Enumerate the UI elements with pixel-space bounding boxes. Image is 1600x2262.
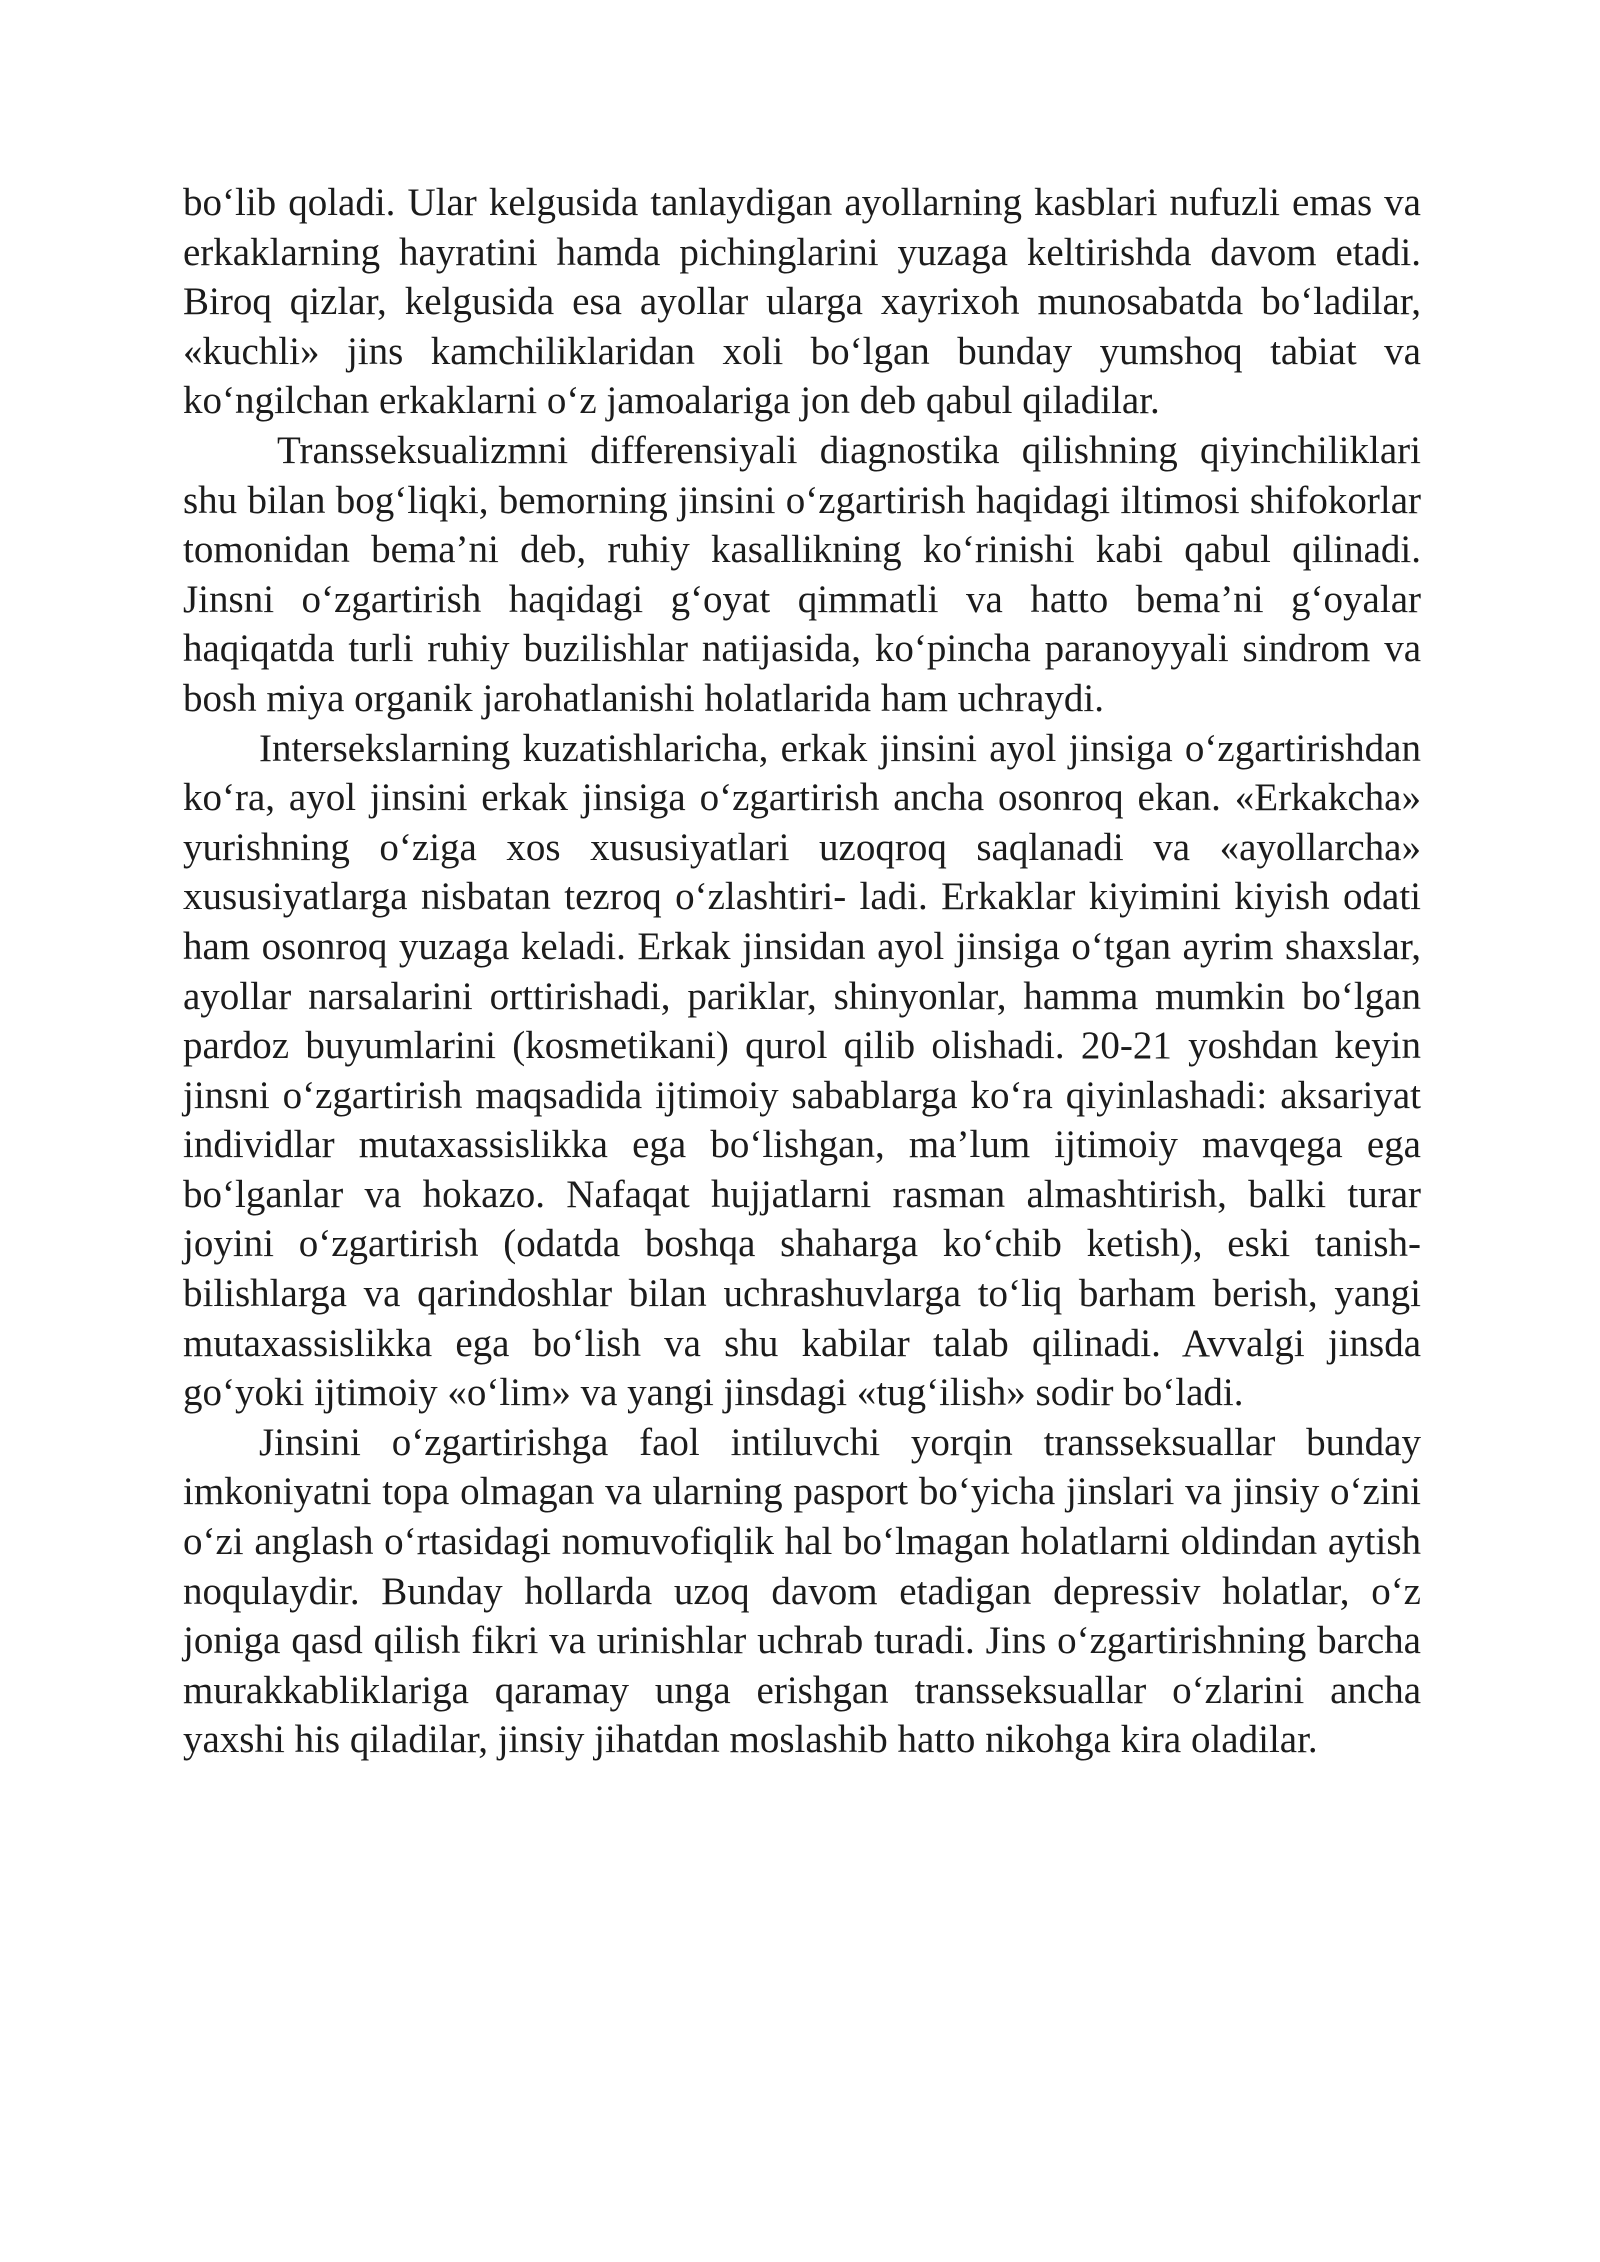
paragraph-1: bo‘lib qoladi. Ular kelgusida tanlaydigan ayollarning kasblari nufuzli emas va erkaklarning hayratini hamda pichinglarini yuzaga keltirishda davom etadi. Biroq qizlar, kelgusida esa ayollar ularga xayrixoh munosabatda bo‘ladilar, «kuchli» jins kamchiliklaridan xoli bo‘lgan bunday yumshoq tabiat va ko‘ngilchan erkaklarni o‘z jamoalariga jon deb qabul qiladilar. [183, 181, 1421, 423]
paragraph-2: Transseksualizmni differensiyali diagnostika qilishning qiyinchiliklari shu bilan bog‘liqki, bemorning jinsini o‘zgartirish haqidagi iltimosi shifokorlar tomonidan bema’ni deb, ruhiy kasallikning ko‘rinishi kabi qabul qilinadi. Jinsni o‘zgartirish haqidagi g‘oyat qimmatli va hatto bema’ni g‘oyalar haqiqatda turli ruhiy buzilishlar natijasida, ko‘pincha paranoyyali sindrom va bosh miya organik jarohatlanishi holatlarida ham uchraydi. [183, 428, 1421, 720]
document-page [183, 178, 1421, 1765]
paragraph-3: Intersekslarning kuzatishlaricha, erkak jinsini ayol jinsiga o‘zgartirishdan ko‘ra, ayol jinsini erkak jinsiga o‘zgartirish ancha osonroq ekan. «Erkakcha» yurishning o‘ziga xos xususiyatlari uzoqroq saqlanadi va «ayollarcha» xususiyatlarga nisbatan tezroq o‘zlashtiri- ladi. Erkaklar kiyimini kiyish odati ham osonroq yuzaga keladi. Erkak jinsidan ayol jinsiga o‘tgan ayrim shaxslar, ayollar narsalarini orttirishadi, pariklar, shinyonlar, hamma mumkin bo‘lgan pardoz buyumlarini (kosmetikani) qurol qilib olishadi. 20-21 yoshdan keyin jinsni o‘zgartirish maqsadida ijtimoiy sabablarga ko‘ra qiyinlashadi: aksariyat individlar mutaxassislikka ega bo‘lishgan, ma’lum ijtimoiy mavqega ega bo‘lganlar va hokazo. Nafaqat hujjatlarni rasman almashtirish, balki turar joyini o‘zgartirish (odatda boshqa shaharga ko‘chib ketish), eski tanish-bilishlarga va qarindoshlar bilan uchrashuvlarga to‘liq barham berish, yangi mutaxassislikka ega bo‘lish va shu kabilar talab qilinadi. Avvalgi jinsda go‘yoki ijtimoiy «o‘lim» va yangi jinsdagi «tug‘ilish» sodir bo‘ladi. [183, 726, 1421, 1415]
paragraph-4: Jinsini o‘zgartirishga faol intiluvchi yorqin transseksuallar bunday imkoniyatni topa olmagan va ularning pasport bo‘yicha jinslari va jinsiy o‘zini o‘zi anglash o‘rtasidagi nomuvofiqlik hal bo‘lmagan holatlarni oldindan aytish noqulaydir. Bunday hollarda uzoq davom etadigan depressiv holatlar, o‘z joniga qasd qilish fikri va urinishlar uchrab turadi. Jins o‘zgartirishning barcha murakkabliklariga qaramay unga erishgan transseksuallar o‘zlarini ancha yaxshi his qiladilar, jinsiy jihatdan moslashib hatto nikohga kira oladilar. [183, 1420, 1421, 1762]
